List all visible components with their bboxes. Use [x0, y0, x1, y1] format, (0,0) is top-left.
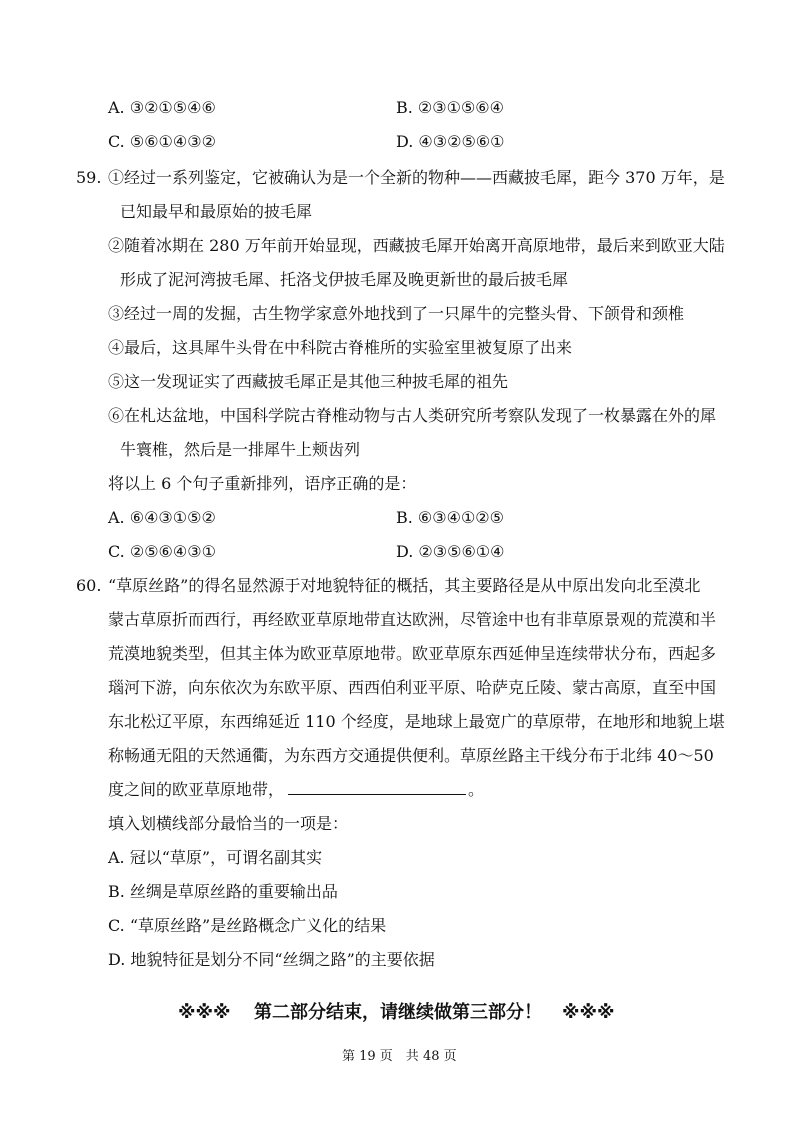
q59-option-a: A. ⑥④③①⑤② — [108, 508, 216, 527]
fill-in-blank — [288, 780, 466, 795]
q60-line-7-text: 度之间的欧亚草原地带， — [108, 780, 285, 799]
q60-paragraph-line-3: 荒漠地貌类型，但其主体为欧亚草原地带。欧亚草原东西延伸呈连续带状分布，西起多 — [108, 644, 717, 663]
option-c: C. ⑤⑥①④③② — [108, 132, 216, 151]
q60-option-c: C. “草原丝路”是丝路概念广义化的结果 — [108, 916, 387, 935]
q60-option-b: B. 丝绸是草原丝路的重要输出品 — [108, 882, 338, 901]
q60-paragraph-line-1: “草原丝路”的得名显然源于对地貌特征的概括，其主要路径是从中原出发向北至漠北 — [108, 576, 701, 595]
section-end-message: 第二部分结束，请继续做第三部分！ — [254, 1002, 542, 1023]
q59-sentence-3: ③经过一周的发掘，古生物学家意外地找到了一只犀牛的完整头骨、下颌骨和颈椎 — [108, 304, 685, 323]
q60-paragraph-line-5: 东北松辽平原，东西绵延近 110 个经度，是地球上最宽广的草原带，在地形和地貌上堪 — [108, 712, 725, 731]
q59-sentence-1-cont: 已知最早和最原始的披毛犀 — [120, 202, 313, 221]
q59-option-b: B. ⑥③④①②⑤ — [396, 508, 504, 527]
page-number: 第 19 页 共 48 页 — [342, 1049, 457, 1064]
q60-line-7-end: 。 — [468, 780, 485, 799]
q60-paragraph-line-6: 称畅通无阻的天然通衢，为东西方交通提供便利。草原丝路主干线分布于北纬 40～50 — [108, 746, 714, 765]
q59-sentence-2-cont: 形成了泥河湾披毛犀、托洛戈伊披毛犀及晚更新世的最后披毛犀 — [120, 270, 569, 289]
option-b: B. ②③①⑤⑥④ — [396, 98, 504, 117]
option-a: A. ③②①⑤④⑥ — [108, 98, 216, 117]
q59-sentence-1: ①经过一系列鉴定，它被确认为是一个全新的物种——西藏披毛犀，距今 370 万年，是 — [108, 168, 725, 187]
q60-prompt: 填入划横线部分最恰当的一项是： — [108, 814, 349, 833]
q59-sentence-4: ④最后，这具犀牛头骨在中科院古脊椎所的实验室里被复原了出来 — [108, 338, 573, 357]
q60-paragraph-line-2: 蒙古草原折而西行，再经欧亚草原地带直达欧洲，尽管途中也有非草原景观的荒漠和半 — [108, 610, 717, 629]
q59-sentence-2: ②随着冰期在 280 万年前开始显现，西藏披毛犀开始离开高原地带，最后来到欧亚大陆 — [108, 236, 725, 255]
option-d: D. ④③②⑤⑥① — [396, 132, 505, 151]
question-60-number: 60. — [76, 576, 102, 595]
q59-option-d: D. ②③⑤⑥①④ — [396, 542, 505, 561]
q59-sentence-6: ⑥在札达盆地，中国科学院古脊椎动物与古人类研究所考察队发现了一枚暴露在外的犀 — [108, 406, 717, 425]
section-end-marks-right: ※※※ — [562, 1002, 615, 1023]
q59-prompt: 将以上 6 个句子重新排列，语序正确的是： — [108, 474, 417, 493]
q60-option-d: D. 地貌特征是划分不同“丝绸之路”的主要依据 — [108, 950, 435, 969]
q60-paragraph-line-7 — [108, 780, 484, 800]
question-59-number: 59. — [76, 168, 102, 187]
q60-option-a: A. 冠以“草原”，可谓名副其实 — [108, 848, 323, 867]
q60-paragraph-line-4: 瑙河下游，向东依次为东欧平原、西西伯利亚平原、哈萨克丘陵、蒙古高原，直至中国 — [108, 678, 717, 697]
q59-sentence-5: ⑤这一发现证实了西藏披毛犀正是其他三种披毛犀的祖先 — [108, 372, 509, 391]
q59-option-c: C. ②⑤⑥④③① — [108, 542, 216, 561]
q59-sentence-6-cont: 牛寰椎，然后是一排犀牛上颊齿列 — [120, 440, 361, 459]
section-end-marks-left: ※※※ — [178, 1002, 231, 1023]
